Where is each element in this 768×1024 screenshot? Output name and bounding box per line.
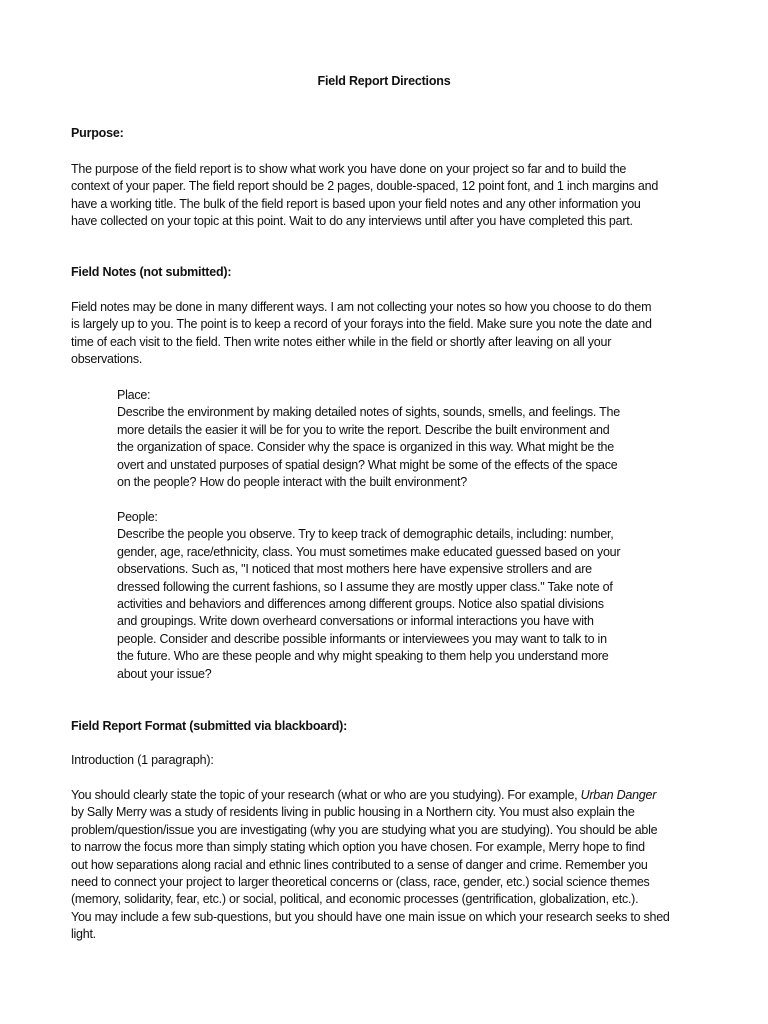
text-line: and groupings. Write down overheard conversations or informal interactions you have with: [117, 614, 594, 629]
text-line: The purpose of the field report is to show what work you have done on your project so far and to build the: [71, 162, 627, 176]
text-line: time of each visit to the field. Then write notes either while in the field or shortly after leaving on all your: [71, 334, 612, 349]
text-line: (memory, solidarity, fear, etc.) or social, political, and economic processes (gentrification, globalization, etc.).: [71, 892, 639, 907]
field-report-format-heading: Field Report Format (submitted via blackboard):: [71, 719, 348, 733]
text-line: overt and unstated purposes of spatial design? What might be some of the effects of the space: [117, 457, 618, 472]
text-line: about your issue?: [117, 666, 212, 681]
field-notes-heading: Field Notes (not submitted):: [71, 265, 232, 279]
text-line: Field notes may be done in many different ways. I am not collecting your notes so how you choose to do them: [71, 300, 652, 314]
text-line: light.: [71, 927, 96, 942]
text-line: the future. Who are these people and why might speaking to them help you understand more: [117, 649, 609, 664]
text-line: to narrow the focus more than simply stating which option you have chosen. For example, Merry hope to find: [71, 840, 645, 855]
text-segment: You should clearly state the topic of your research (what or who are you studying). For example,: [71, 788, 581, 802]
text-line: Describe the environment by making detailed notes of sights, sounds, smells, and feelings. The: [117, 405, 620, 420]
place-section: [117, 387, 677, 491]
place-label: Place:: [117, 388, 151, 402]
text-line: dressed following the current fashions, so I assume they are mostly upper class." Take note of: [117, 579, 613, 594]
purpose-heading: Purpose:: [71, 126, 124, 140]
introduction-paragraph: [71, 787, 711, 944]
book-title: Urban Danger: [580, 788, 657, 802]
text-line: observations. Such as, "I noticed that most mothers here have expensive strollers and are: [117, 562, 592, 577]
text-line: by Sally Merry was a study of residents living in public housing in a Northern city. You must also explain the: [71, 805, 635, 820]
introduction-label: Introduction (1 paragraph):: [71, 753, 214, 767]
text-line: have collected on your topic at this point. Wait to do any interviews until after you have completed this part.: [71, 214, 633, 229]
text-line: Describe the people you observe. Try to keep track of demographic details, including: number,: [117, 527, 614, 542]
field-notes-paragraph: [71, 299, 711, 369]
text-line: problem/question/issue you are investigating (why you are studying what you are studying). You should be able: [71, 822, 658, 837]
purpose-paragraph: [71, 161, 711, 231]
text-line: gender, age, race/ethnicity, class. You must sometimes make educated guessed based on your: [117, 544, 621, 559]
text-line: [71, 787, 711, 804]
text-line: more details the easier it will be for you to write the report. Describe the built environment and: [117, 422, 610, 437]
text-line: the organization of space. Consider why the space is organized in this way. What might be the: [117, 440, 614, 455]
document-title: Field Report Directions: [317, 74, 451, 88]
people-label: People:: [117, 510, 158, 524]
text-line: out how separations along racial and ethnic lines contributed to a sense of danger and crime. Remember you: [71, 857, 648, 872]
text-line: people. Consider and describe possible informants or interviewees you may want to talk to in: [117, 631, 607, 646]
text-line: on the people? How do people interact with the built environment?: [117, 475, 467, 490]
text-line: observations.: [71, 352, 143, 367]
text-line: need to connect your project to larger theoretical concerns or (class, race, gender, etc.) social science themes: [71, 875, 650, 890]
text-line: have a working title. The bulk of the field report is based upon your field notes and any other information you: [71, 196, 641, 211]
people-section: [117, 509, 677, 683]
text-line: is largely up to you. The point is to keep a record of your forays into the field. Make sure you note the date and: [71, 317, 652, 332]
text-line: activities and behaviors and differences among different groups. Notice also spatial divisions: [117, 597, 604, 612]
text-line: You may include a few sub-questions, but you should have one main issue on which your research seeks to shed: [71, 909, 670, 924]
text-line: context of your paper. The field report should be 2 pages, double-spaced, 12 point font, and 1 inch margins and: [71, 179, 659, 194]
